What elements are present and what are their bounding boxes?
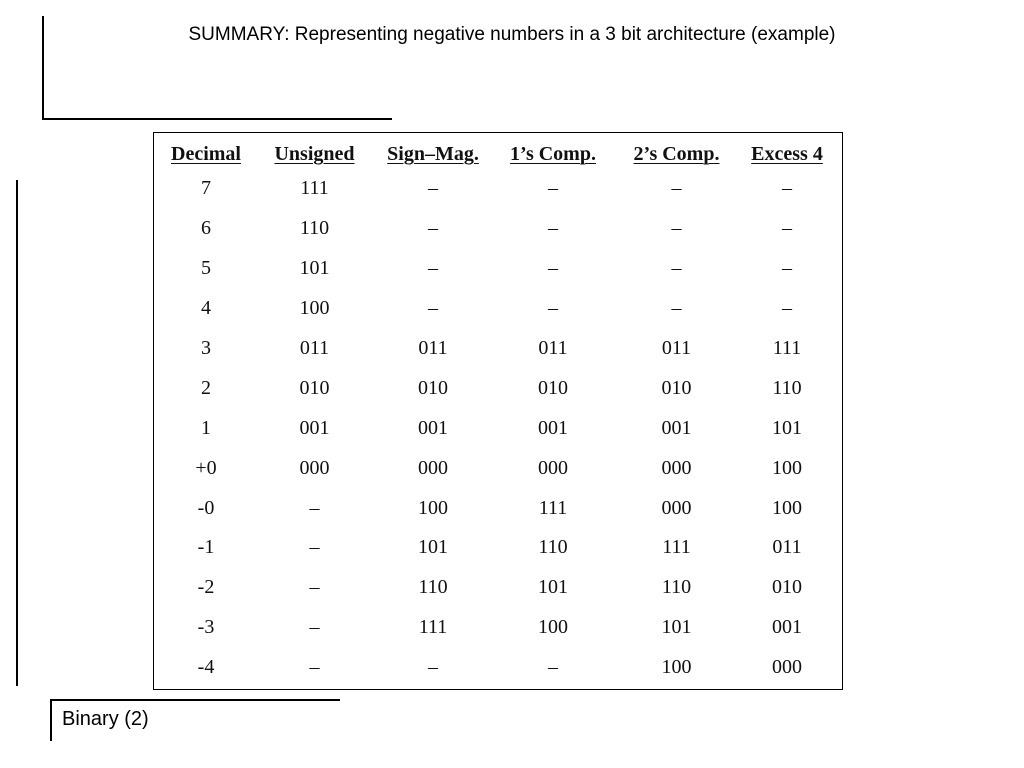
column-header-label: Unsigned [274,142,355,165]
cell-excess-4: – [782,217,792,240]
table-row [159,488,837,528]
table-body [159,169,837,688]
cell-unsigned: 101 [299,257,330,280]
cell-unsigned: 001 [299,416,330,439]
cell-decimal: -4 [197,656,215,679]
cell-sign-mag: – [428,297,438,320]
cell-twos-comp: – [671,257,682,280]
cell-unsigned: – [309,616,320,639]
cell-unsigned: – [309,536,320,559]
cell-excess-4: 010 [772,576,802,599]
cell-twos-comp: 110 [661,576,692,599]
cell-sign-mag: 001 [418,416,448,439]
cell-decimal: -3 [197,616,215,639]
column-header-ones-comp [490,139,616,169]
cell-twos-comp: – [671,177,682,200]
table-row [159,568,837,608]
cell-decimal: 4 [201,297,211,320]
cell-excess-4: 110 [772,376,802,399]
table-row [159,209,837,249]
cell-ones-comp: 100 [538,616,568,639]
cell-sign-mag: 010 [418,376,448,399]
slide-title: SUMMARY: Representing negative numbers in a 3 bit architecture (example) [188,24,836,45]
cell-ones-comp: – [548,217,558,240]
cell-ones-comp: 101 [538,576,568,599]
decor-line-top-horizontal [42,118,392,120]
decor-line-bottom-horizontal [50,699,340,701]
column-header-label: Decimal [171,142,241,165]
cell-excess-4: 011 [772,536,802,559]
cell-ones-comp: 010 [538,376,568,399]
cell-ones-comp: 000 [538,456,568,479]
column-header-unsigned [253,139,376,169]
cell-unsigned: 000 [299,456,330,479]
cell-excess-4: 001 [772,616,802,639]
column-header-label: Excess 4 [751,142,823,165]
cell-unsigned: 110 [299,217,330,240]
cell-excess-4: 111 [772,337,802,359]
cell-ones-comp: – [548,177,558,200]
cell-twos-comp: 011 [661,337,692,359]
column-header-label: Sign–Mag. [387,142,479,165]
cell-unsigned: – [309,496,320,519]
cell-excess-4: – [782,257,792,280]
cell-sign-mag: – [428,177,438,200]
cell-excess-4: 000 [772,656,802,679]
column-header-sign-mag [376,139,490,169]
cell-ones-comp: 111 [538,496,568,519]
cell-decimal: 5 [201,257,211,280]
cell-unsigned: – [309,576,320,599]
cell-twos-comp: 111 [662,536,691,559]
table-row [159,249,837,289]
cell-excess-4: 100 [772,456,802,479]
column-header-decimal [159,139,253,169]
table-row [159,648,837,688]
cell-decimal: -0 [197,496,215,519]
cell-decimal: +0 [195,456,217,479]
cell-decimal: 7 [201,177,211,200]
cell-decimal: 6 [201,217,211,240]
cell-ones-comp: 011 [538,337,568,359]
cell-twos-comp: – [671,217,682,240]
cell-excess-4: 100 [772,496,802,519]
cell-sign-mag: 111 [418,616,448,639]
footer-label: Binary (2) [62,708,149,730]
cell-decimal: 1 [201,416,211,439]
table-header-row [159,139,837,169]
column-header-label: 1’s Comp. [510,142,596,165]
cell-unsigned: – [309,656,320,679]
cell-unsigned: 111 [300,177,329,200]
cell-decimal: -1 [197,536,215,559]
cell-decimal: 2 [201,376,211,399]
column-header-excess-4 [737,139,837,169]
cell-ones-comp: 001 [538,416,568,439]
cell-sign-mag: – [428,656,438,679]
column-header-label: 2’s Comp. [633,142,720,165]
cell-unsigned: 011 [299,337,330,359]
conversion-table-frame [153,132,843,690]
cell-twos-comp: 000 [661,496,692,519]
cell-sign-mag: – [428,257,438,280]
cell-sign-mag: 000 [418,456,448,479]
decor-line-bottom-vertical [50,699,52,741]
cell-decimal: -2 [197,576,215,599]
cell-excess-4: 101 [772,416,802,439]
cell-ones-comp: 110 [538,536,568,559]
cell-excess-4: – [782,297,792,320]
cell-twos-comp: 100 [661,656,692,679]
cell-sign-mag: 011 [418,337,448,359]
cell-unsigned: 010 [299,376,330,399]
number-representation-table [159,139,837,688]
decor-line-left-vertical [16,180,18,686]
cell-twos-comp: 000 [661,456,692,479]
table-row [159,169,837,209]
table-row [159,408,837,448]
cell-unsigned: 100 [299,297,330,320]
cell-twos-comp: 010 [661,376,692,399]
cell-twos-comp: 101 [661,616,692,639]
table-row [159,368,837,408]
table-row [159,608,837,648]
cell-ones-comp: – [548,297,558,320]
column-header-twos-comp [616,139,737,169]
cell-sign-mag: 101 [418,536,448,559]
cell-sign-mag: 100 [418,496,448,519]
table-row [159,329,837,369]
cell-decimal: 3 [201,337,211,359]
table-row [159,448,837,488]
table-row [159,289,837,329]
cell-twos-comp: – [671,297,682,320]
cell-sign-mag: – [428,217,438,240]
cell-ones-comp: – [548,656,558,679]
cell-ones-comp: – [548,257,558,280]
cell-sign-mag: 110 [418,576,448,599]
cell-excess-4: – [782,177,792,200]
table-row [159,528,837,568]
cell-twos-comp: 001 [661,416,692,439]
